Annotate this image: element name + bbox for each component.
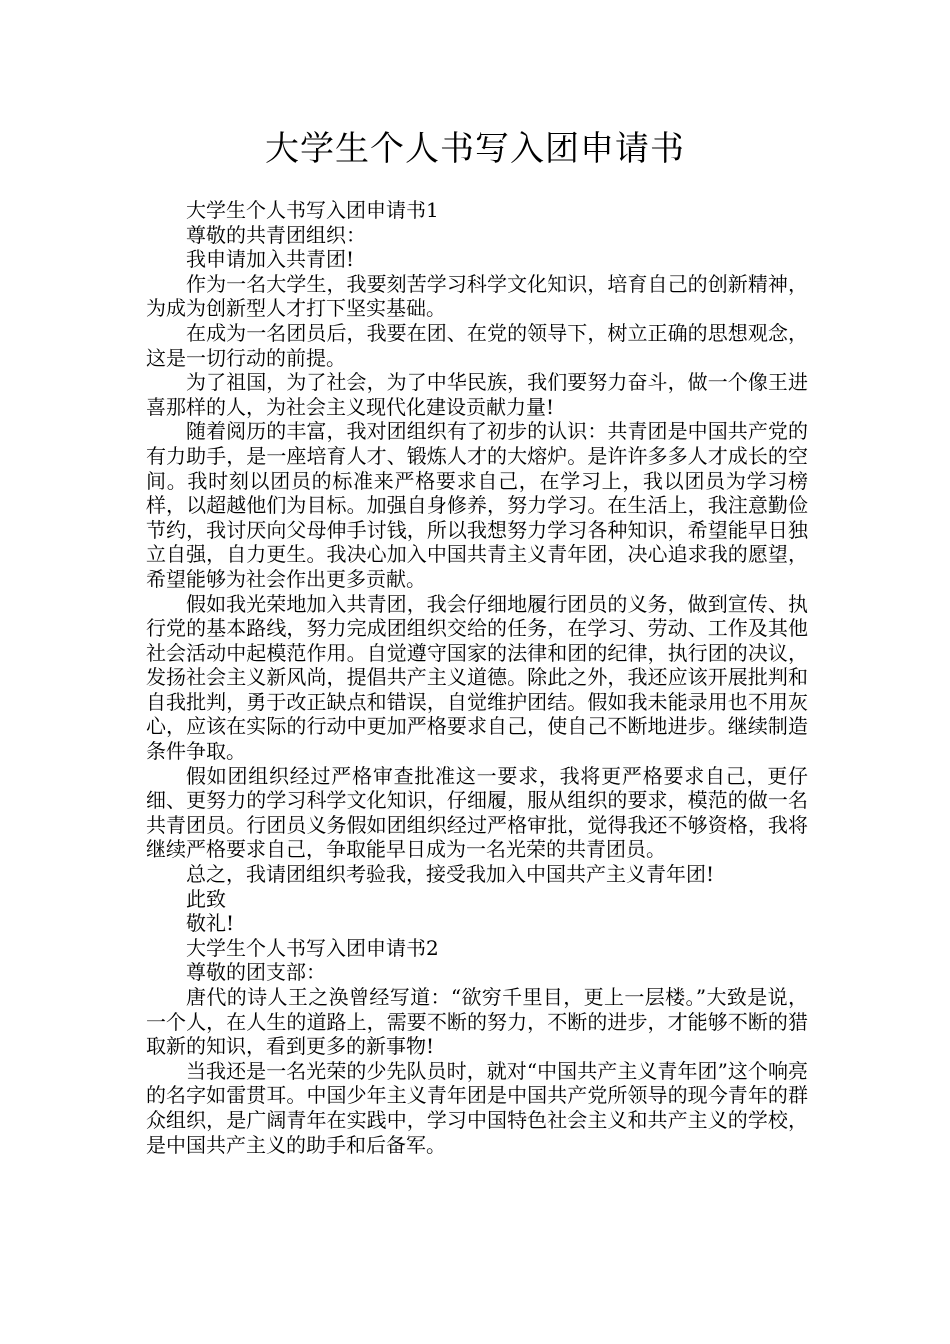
paragraph: 假如团组织经过严格审查批准这一要求，我将更严格要求自己，更仔细、更努力的学习科学文化知识，仔细履，服从组织的要求，模范的做一名共青团员。行团员义务假如团组织经过严格审批，觉得我还不够资格，我将继续严格要求自己，争取能早日成为一名光荣的共青团员。 — [146, 763, 808, 862]
document-body — [146, 198, 808, 1157]
section-heading-1: 大学生个人书写入团申请书1 — [186, 198, 439, 222]
paragraph: 当我还是一名光荣的少先队员时，就对“中国共产主义青年团”这个响亮的名字如雷贯耳。中国少年主义青年团是中国共产党所领导的现今青年的群众组织，是广阔青年在实践中，学习中国特色社会主义和共产主义的学校，是中国共产主义的助手和后备军。 — [146, 1058, 808, 1157]
paragraph: 作为一名大学生，我要刻苦学习科学文化知识，培育自己的创新精神，为成为创新型人才打下坚实基础。 — [146, 271, 808, 321]
paragraph: 在成为一名团员后，我要在团、在党的领导下，树立正确的思想观念，这是一切行动的前提。 — [146, 320, 808, 370]
closing: 此致 — [186, 886, 226, 911]
paragraph: 总之，我请团组织考验我，接受我加入中国共产主义青年团! — [186, 862, 715, 887]
paragraph: 为了祖国，为了社会，为了中华民族，我们要努力奋斗，做一个像王进喜那样的人，为社会主义现代化建设贡献力量! — [146, 370, 808, 419]
paragraph: 随着阅历的丰富，我对团组织有了初步的认识：共青团是中国共产党的有力助手，是一座培育人才、锻炼人才的大熔炉。是许许多多人才成长的空间。我时刻以团员的标准来严格要求自己，在学习上，我以团员为学习榜样，以超越他们为目标。加强自身修养，努力学习。在生活上，我注意勤俭节约，我讨厌向父母伸手讨钱，所以我想努力学习各种知识，希望能早日独立自强，自力更生。我决心加入中国共青主义青年团，决心追求我的愿望，希望能够为社会作出更多贡献。 — [146, 419, 808, 591]
salutation: 尊敬的团支部： — [186, 960, 326, 985]
section-heading-2: 大学生个人书写入团申请书2 — [186, 935, 439, 960]
paragraph: 唐代的诗人王之涣曾经写道：“欲穷千里目，更上一层楼。”大致是说，一个人，在人生的道路上，需要不断的努力，不断的进步，才能够不断的猎取新的知识，看到更多的新事物! — [146, 985, 808, 1059]
closing: 敬礼! — [186, 911, 235, 936]
paragraph: 假如我光荣地加入共青团，我会仔细地履行团员的义务，做到宣传、执行党的基本路线，努力完成团组织交给的任务，在学习、劳动、工作及其他社会活动中起模范作用。自觉遵守国家的法律和团的纪律，执行团的决议，发扬社会主义新风尚，提倡共产主义道德。除此之外，我还应该开展批判和自我批判，勇于改正缺点和错误，自觉维护团结。假如我未能录用也不用灰心，应该在实际的行动中更加严格要求自己，使自己不断地进步。继续制造条件争取。 — [146, 591, 808, 764]
salutation: 尊敬的共青团组织： — [186, 222, 366, 247]
document-title: 大学生个人书写入团申请书 — [265, 129, 685, 169]
paragraph: 我申请加入共青团! — [186, 247, 355, 272]
